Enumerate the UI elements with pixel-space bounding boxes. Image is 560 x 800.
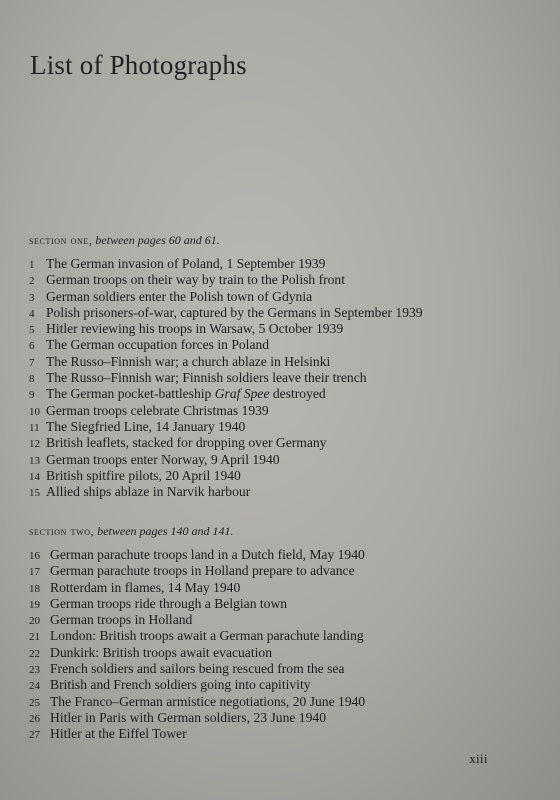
item-caption: British and French soldiers going into capitivity xyxy=(50,677,311,693)
list-item xyxy=(29,321,529,337)
item-caption: Allied ships ablaze in Narvik harbour xyxy=(46,484,251,500)
list-item xyxy=(29,256,529,272)
item-number: 27 xyxy=(29,729,40,742)
item-number: 20 xyxy=(29,615,40,628)
item-number: 24 xyxy=(29,680,40,693)
item-caption: German troops celebrate Christmas 1939 xyxy=(46,402,269,418)
list-item xyxy=(29,596,529,612)
list-item xyxy=(29,484,529,500)
item-number: 3 xyxy=(29,291,35,304)
item-caption: Dunkirk: British troops await evacuation xyxy=(50,644,272,660)
item-caption: Polish prisoners-of-war, captured by the Germans in September 1939 xyxy=(46,304,423,320)
item-number: 22 xyxy=(29,647,40,660)
item-caption: German troops ride through a Belgian town xyxy=(50,595,288,611)
item-number: 13 xyxy=(29,454,40,467)
list-item xyxy=(29,580,529,596)
ship-name: Graf Spee xyxy=(214,386,270,402)
item-number: 1 xyxy=(29,259,35,271)
item-caption: Rotterdam in flames, 14 May 1940 xyxy=(50,579,241,595)
list-item xyxy=(29,435,529,451)
section-one xyxy=(29,232,529,500)
item-number: 6 xyxy=(29,340,35,353)
list-item xyxy=(29,694,529,710)
list-item xyxy=(29,677,529,693)
item-caption: French soldiers and sailors being rescued from the sea xyxy=(50,661,345,677)
item-number: 25 xyxy=(29,696,40,709)
item-caption: German troops on their way by train to the Polish front xyxy=(46,272,346,288)
item-caption: Hitler in Paris with German soldiers, 23 June 1940 xyxy=(50,709,326,725)
item-caption: Hitler at the Eiffel Tower xyxy=(50,726,187,742)
item-number: 7 xyxy=(29,356,35,369)
item-number: 16 xyxy=(29,550,40,562)
list-item xyxy=(29,370,529,386)
photo-list xyxy=(29,547,529,743)
item-number: 9 xyxy=(29,389,35,402)
item-number: 21 xyxy=(29,631,40,644)
page-title: List of Photographs xyxy=(30,50,247,80)
item-caption: German parachute troops land in a Dutch field, May 1940 xyxy=(50,547,365,562)
item-caption: The German occupation forces in Poland xyxy=(46,337,270,353)
list-item xyxy=(29,645,529,661)
item-number: 4 xyxy=(29,307,35,320)
list-item xyxy=(29,563,529,579)
item-number: 11 xyxy=(29,421,40,434)
section-two xyxy=(29,523,529,743)
item-caption: The Franco–German armistice negotiations, 20 June 1940 xyxy=(50,693,366,709)
section-label: section two, xyxy=(29,524,95,538)
item-caption: German parachute troops in Holland prepare to advance xyxy=(50,563,355,579)
item-caption: British spitfire pilots, 20 April 1940 xyxy=(46,467,241,483)
item-number: 15 xyxy=(29,487,40,500)
list-item xyxy=(29,337,529,353)
list-item xyxy=(29,272,529,288)
section-label: section one, xyxy=(29,233,93,247)
list-item xyxy=(29,403,529,419)
item-caption-before: The German pocket-battleship xyxy=(46,386,215,402)
section-heading xyxy=(29,523,529,539)
item-caption: London: British troops await a German parachute landing xyxy=(50,628,364,644)
item-caption: The Siegfried Line, 14 January 1940 xyxy=(46,418,246,434)
list-item xyxy=(29,386,529,402)
item-number: 10 xyxy=(29,405,40,418)
item-number: 2 xyxy=(29,275,35,288)
list-item xyxy=(29,547,529,563)
section-page-range: between pages 60 and 61. xyxy=(95,233,220,247)
list-item xyxy=(29,468,529,484)
item-caption: German troops in Holland xyxy=(50,612,193,628)
item-caption: The Russo–Finnish war; Finnish soldiers leave their trench xyxy=(46,370,367,386)
item-number: 23 xyxy=(29,664,40,677)
item-caption: Hitler reviewing his troops in Warsaw, 5 October 1939 xyxy=(46,321,344,337)
list-item xyxy=(29,726,529,742)
list-item xyxy=(29,612,529,628)
item-caption: The Russo–Finnish war; a church ablaze in Helsinki xyxy=(46,353,331,369)
item-number: 8 xyxy=(29,373,35,386)
item-number: 12 xyxy=(29,438,40,451)
list-item xyxy=(29,710,529,726)
list-item xyxy=(29,289,529,305)
item-caption: The German invasion of Poland, 1 September 1939 xyxy=(46,256,326,271)
list-item xyxy=(29,354,529,370)
item-number: 5 xyxy=(29,324,35,337)
list-item xyxy=(29,628,529,644)
list-item xyxy=(29,419,529,435)
item-caption: German troops enter Norway, 9 April 1940 xyxy=(46,451,280,467)
photo-list xyxy=(29,256,529,500)
section-heading xyxy=(29,232,529,248)
item-number: 17 xyxy=(29,566,40,579)
item-number: 14 xyxy=(29,470,40,483)
item-number: 26 xyxy=(29,712,40,725)
list-item xyxy=(29,305,529,321)
item-number: 19 xyxy=(29,598,40,611)
item-caption: German soldiers enter the Polish town of Gdynia xyxy=(46,288,313,304)
item-caption: British leaflets, stacked for dropping over Germany xyxy=(46,435,327,451)
page-number: xiii xyxy=(469,752,488,766)
section-page-range: between pages 140 and 141. xyxy=(97,524,234,538)
list-item xyxy=(29,452,529,468)
list-item xyxy=(29,661,529,677)
item-caption-after: destroyed xyxy=(269,386,326,402)
item-number: 18 xyxy=(29,582,40,595)
